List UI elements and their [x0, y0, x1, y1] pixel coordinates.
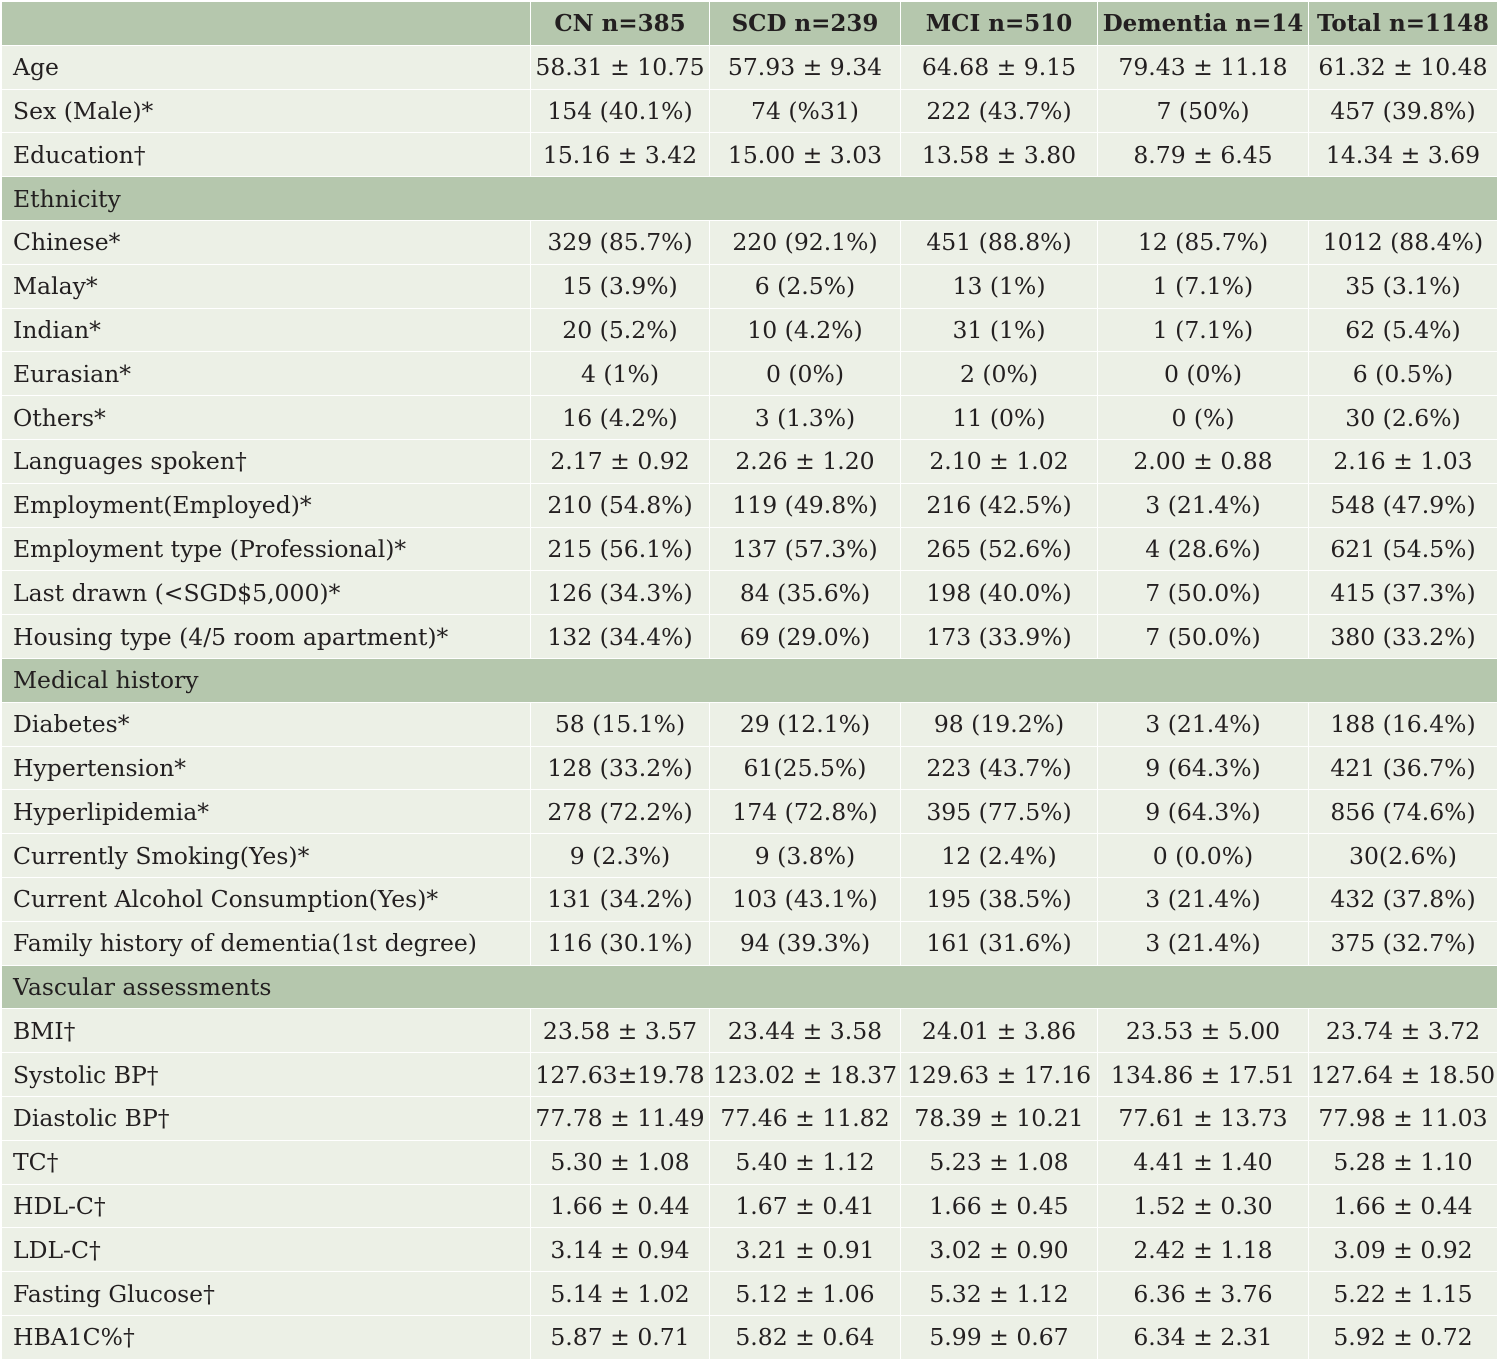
table-cell: 61.32 ± 10.48 — [1309, 45, 1498, 89]
column-header: MCI n=510 — [901, 2, 1098, 46]
table-cell: 137 (57.3%) — [710, 527, 901, 571]
table-cell: 198 (40.0%) — [901, 571, 1098, 615]
table-row — [2, 1228, 1498, 1272]
table-cell: 20 (5.2%) — [531, 308, 710, 352]
table-cell: 7 (50.0%) — [1098, 571, 1309, 615]
table-cell: 1.66 ± 0.44 — [531, 1184, 710, 1228]
table-row — [2, 352, 1498, 396]
table-cell: 0 (0.0%) — [1098, 834, 1309, 878]
header-corner-cell — [2, 2, 531, 46]
table-row — [2, 877, 1498, 921]
table-cell: 74 (%31) — [710, 89, 901, 133]
table-cell: 127.64 ± 18.50 — [1309, 1053, 1498, 1097]
table-cell: 0 (0%) — [1098, 352, 1309, 396]
table-cell: 10 (4.2%) — [710, 308, 901, 352]
table-cell: 79.43 ± 11.18 — [1098, 45, 1309, 89]
table-cell: 216 (42.5%) — [901, 483, 1098, 527]
table-cell: 69 (29.0%) — [710, 615, 901, 659]
table-row — [2, 571, 1498, 615]
table-cell: 3.09 ± 0.92 — [1309, 1228, 1498, 1272]
table-row — [2, 702, 1498, 746]
table-cell: 1.66 ± 0.45 — [901, 1184, 1098, 1228]
column-header: CN n=385 — [531, 2, 710, 46]
table-cell: 195 (38.5%) — [901, 877, 1098, 921]
table-cell: 1.67 ± 0.41 — [710, 1184, 901, 1228]
table-cell: 2.17 ± 0.92 — [531, 439, 710, 483]
table-row — [2, 308, 1498, 352]
table-cell: 3 (21.4%) — [1098, 702, 1309, 746]
table-row — [2, 220, 1498, 264]
section-header-row — [2, 658, 1498, 702]
table-cell: 380 (33.2%) — [1309, 615, 1498, 659]
table-cell: 127.63±19.78 — [531, 1053, 710, 1097]
table-cell: 23.44 ± 3.58 — [710, 1009, 901, 1053]
table-cell: 215 (56.1%) — [531, 527, 710, 571]
table-body — [2, 45, 1498, 1359]
table-row — [2, 615, 1498, 659]
row-label: Fasting Glucose† — [2, 1272, 531, 1316]
table-cell: 15 (3.9%) — [531, 264, 710, 308]
table-cell: 432 (37.8%) — [1309, 877, 1498, 921]
table-cell: 5.12 ± 1.06 — [710, 1272, 901, 1316]
table-cell: 64.68 ± 9.15 — [901, 45, 1098, 89]
table-cell: 5.92 ± 0.72 — [1309, 1315, 1498, 1359]
table-cell: 4 (1%) — [531, 352, 710, 396]
table-row — [2, 1272, 1498, 1316]
table-cell: 131 (34.2%) — [531, 877, 710, 921]
table-row — [2, 439, 1498, 483]
table-row — [2, 527, 1498, 571]
table-cell: 132 (34.4%) — [531, 615, 710, 659]
table-cell: 7 (50%) — [1098, 89, 1309, 133]
table-row — [2, 834, 1498, 878]
row-label: Sex (Male)* — [2, 89, 531, 133]
row-label: Others* — [2, 396, 531, 440]
table-cell: 154 (40.1%) — [531, 89, 710, 133]
table-cell: 9 (64.3%) — [1098, 790, 1309, 834]
demographics-table — [1, 1, 1498, 1360]
table-cell: 61(25.5%) — [710, 746, 901, 790]
table-cell: 30(2.6%) — [1309, 834, 1498, 878]
table-cell: 29 (12.1%) — [710, 702, 901, 746]
row-label: Hypertension* — [2, 746, 531, 790]
table-cell: 35 (3.1%) — [1309, 264, 1498, 308]
table-cell: 7 (50.0%) — [1098, 615, 1309, 659]
table-cell: 5.40 ± 1.12 — [710, 1140, 901, 1184]
table-cell: 23.74 ± 3.72 — [1309, 1009, 1498, 1053]
table-cell: 4 (28.6%) — [1098, 527, 1309, 571]
row-label: Employment(Employed)* — [2, 483, 531, 527]
table-cell: 415 (37.3%) — [1309, 571, 1498, 615]
row-label: Currently Smoking(Yes)* — [2, 834, 531, 878]
section-label: Medical history — [2, 658, 1498, 702]
table-cell: 220 (92.1%) — [710, 220, 901, 264]
table-cell: 12 (85.7%) — [1098, 220, 1309, 264]
section-label: Vascular assessments — [2, 965, 1498, 1009]
table-cell: 375 (32.7%) — [1309, 921, 1498, 965]
table-cell: 23.53 ± 5.00 — [1098, 1009, 1309, 1053]
table-row — [2, 45, 1498, 89]
table-cell: 16 (4.2%) — [531, 396, 710, 440]
table-cell: 621 (54.5%) — [1309, 527, 1498, 571]
table-cell: 2.42 ± 1.18 — [1098, 1228, 1309, 1272]
row-label: Hyperlipidemia* — [2, 790, 531, 834]
table-cell: 222 (43.7%) — [901, 89, 1098, 133]
table-cell: 188 (16.4%) — [1309, 702, 1498, 746]
table-cell: 77.61 ± 13.73 — [1098, 1096, 1309, 1140]
table-cell: 451 (88.8%) — [901, 220, 1098, 264]
table-cell: 856 (74.6%) — [1309, 790, 1498, 834]
table-cell: 548 (47.9%) — [1309, 483, 1498, 527]
table-cell: 5.23 ± 1.08 — [901, 1140, 1098, 1184]
table-cell: 9 (2.3%) — [531, 834, 710, 878]
table-cell: 421 (36.7%) — [1309, 746, 1498, 790]
table-cell: 3.21 ± 0.91 — [710, 1228, 901, 1272]
table-row — [2, 264, 1498, 308]
table-cell: 129.63 ± 17.16 — [901, 1053, 1098, 1097]
table-cell: 223 (43.7%) — [901, 746, 1098, 790]
table-cell: 126 (34.3%) — [531, 571, 710, 615]
table-row — [2, 396, 1498, 440]
row-label: Eurasian* — [2, 352, 531, 396]
table-row — [2, 1096, 1498, 1140]
table-cell: 6 (0.5%) — [1309, 352, 1498, 396]
column-header: SCD n=239 — [710, 2, 901, 46]
row-label: Education† — [2, 133, 531, 177]
table-row — [2, 1315, 1498, 1359]
row-label: HBA1C%† — [2, 1315, 531, 1359]
table-row — [2, 1184, 1498, 1228]
row-label: Employment type (Professional)* — [2, 527, 531, 571]
table-cell: 77.46 ± 11.82 — [710, 1096, 901, 1140]
row-label: Chinese* — [2, 220, 531, 264]
table-cell: 329 (85.7%) — [531, 220, 710, 264]
table-cell: 84 (35.6%) — [710, 571, 901, 615]
table-cell: 2.00 ± 0.88 — [1098, 439, 1309, 483]
table-cell: 5.14 ± 1.02 — [531, 1272, 710, 1316]
row-label: TC† — [2, 1140, 531, 1184]
section-label: Ethnicity — [2, 177, 1498, 221]
table-cell: 103 (43.1%) — [710, 877, 901, 921]
table-row — [2, 1053, 1498, 1097]
table-cell: 8.79 ± 6.45 — [1098, 133, 1309, 177]
table-cell: 5.32 ± 1.12 — [901, 1272, 1098, 1316]
table-cell: 2.26 ± 1.20 — [710, 439, 901, 483]
table-cell: 395 (77.5%) — [901, 790, 1098, 834]
section-header-row — [2, 965, 1498, 1009]
table-cell: 1.52 ± 0.30 — [1098, 1184, 1309, 1228]
table-cell: 5.82 ± 0.64 — [710, 1315, 901, 1359]
table-cell: 77.78 ± 11.49 — [531, 1096, 710, 1140]
table-cell: 3 (21.4%) — [1098, 921, 1309, 965]
table-cell: 3 (1.3%) — [710, 396, 901, 440]
table-cell: 13 (1%) — [901, 264, 1098, 308]
row-label: Indian* — [2, 308, 531, 352]
table-row — [2, 790, 1498, 834]
row-label: Malay* — [2, 264, 531, 308]
table-cell: 5.22 ± 1.15 — [1309, 1272, 1498, 1316]
row-label: LDL-C† — [2, 1228, 531, 1272]
table-cell: 5.28 ± 1.10 — [1309, 1140, 1498, 1184]
table-cell: 0 (%) — [1098, 396, 1309, 440]
table-cell: 5.99 ± 0.67 — [901, 1315, 1098, 1359]
table-cell: 174 (72.8%) — [710, 790, 901, 834]
table-cell: 30 (2.6%) — [1309, 396, 1498, 440]
table-row — [2, 746, 1498, 790]
table-cell: 3.02 ± 0.90 — [901, 1228, 1098, 1272]
table-cell: 13.58 ± 3.80 — [901, 133, 1098, 177]
table-row — [2, 921, 1498, 965]
row-label: Diabetes* — [2, 702, 531, 746]
table-cell: 98 (19.2%) — [901, 702, 1098, 746]
row-label: Systolic BP† — [2, 1053, 531, 1097]
table-cell: 2 (0%) — [901, 352, 1098, 396]
table-cell: 6 (2.5%) — [710, 264, 901, 308]
row-label: Housing type (4/5 room apartment)* — [2, 615, 531, 659]
table-cell: 23.58 ± 3.57 — [531, 1009, 710, 1053]
table-cell: 11 (0%) — [901, 396, 1098, 440]
table-cell: 31 (1%) — [901, 308, 1098, 352]
table-cell: 57.93 ± 9.34 — [710, 45, 901, 89]
table-cell: 24.01 ± 3.86 — [901, 1009, 1098, 1053]
row-label: Languages spoken† — [2, 439, 531, 483]
table-cell: 12 (2.4%) — [901, 834, 1098, 878]
table-cell: 15.00 ± 3.03 — [710, 133, 901, 177]
table-cell: 6.36 ± 3.76 — [1098, 1272, 1309, 1316]
table-cell: 58 (15.1%) — [531, 702, 710, 746]
table-row — [2, 89, 1498, 133]
table-cell: 161 (31.6%) — [901, 921, 1098, 965]
table-cell: 1.66 ± 0.44 — [1309, 1184, 1498, 1228]
table-cell: 6.34 ± 2.31 — [1098, 1315, 1309, 1359]
column-header: Dementia n=14 — [1098, 2, 1309, 46]
table-cell: 265 (52.6%) — [901, 527, 1098, 571]
table-row — [2, 133, 1498, 177]
table-cell: 1 (7.1%) — [1098, 264, 1309, 308]
table-cell: 173 (33.9%) — [901, 615, 1098, 659]
table-cell: 210 (54.8%) — [531, 483, 710, 527]
table-cell: 94 (39.3%) — [710, 921, 901, 965]
row-label: HDL-C† — [2, 1184, 531, 1228]
table-row — [2, 1140, 1498, 1184]
table-cell: 2.10 ± 1.02 — [901, 439, 1098, 483]
table-cell: 457 (39.8%) — [1309, 89, 1498, 133]
table-cell: 0 (0%) — [710, 352, 901, 396]
table-row — [2, 483, 1498, 527]
table-cell: 5.30 ± 1.08 — [531, 1140, 710, 1184]
table-cell: 58.31 ± 10.75 — [531, 45, 710, 89]
table-cell: 116 (30.1%) — [531, 921, 710, 965]
table-cell: 9 (3.8%) — [710, 834, 901, 878]
table-cell: 5.87 ± 0.71 — [531, 1315, 710, 1359]
table-cell: 4.41 ± 1.40 — [1098, 1140, 1309, 1184]
row-label: Current Alcohol Consumption(Yes)* — [2, 877, 531, 921]
table-row — [2, 1009, 1498, 1053]
table-cell: 3 (21.4%) — [1098, 877, 1309, 921]
table-cell: 78.39 ± 10.21 — [901, 1096, 1098, 1140]
table-cell: 1012 (88.4%) — [1309, 220, 1498, 264]
table-cell: 77.98 ± 11.03 — [1309, 1096, 1498, 1140]
table-cell: 62 (5.4%) — [1309, 308, 1498, 352]
table-cell: 9 (64.3%) — [1098, 746, 1309, 790]
table-cell: 2.16 ± 1.03 — [1309, 439, 1498, 483]
table-cell: 134.86 ± 17.51 — [1098, 1053, 1309, 1097]
header-row — [2, 2, 1498, 46]
table-cell: 123.02 ± 18.37 — [710, 1053, 901, 1097]
column-header: Total n=1148 — [1309, 2, 1498, 46]
table-cell: 128 (33.2%) — [531, 746, 710, 790]
table-header — [2, 2, 1498, 46]
table-cell: 119 (49.8%) — [710, 483, 901, 527]
row-label: Diastolic BP† — [2, 1096, 531, 1140]
table-cell: 3.14 ± 0.94 — [531, 1228, 710, 1272]
table-cell: 15.16 ± 3.42 — [531, 133, 710, 177]
table-cell: 3 (21.4%) — [1098, 483, 1309, 527]
table-cell: 14.34 ± 3.69 — [1309, 133, 1498, 177]
table-cell: 278 (72.2%) — [531, 790, 710, 834]
row-label: Age — [2, 45, 531, 89]
row-label: Last drawn (<SGD$5,000)* — [2, 571, 531, 615]
table-cell: 1 (7.1%) — [1098, 308, 1309, 352]
row-label: BMI† — [2, 1009, 531, 1053]
section-header-row — [2, 177, 1498, 221]
row-label: Family history of dementia(1st degree) — [2, 921, 531, 965]
